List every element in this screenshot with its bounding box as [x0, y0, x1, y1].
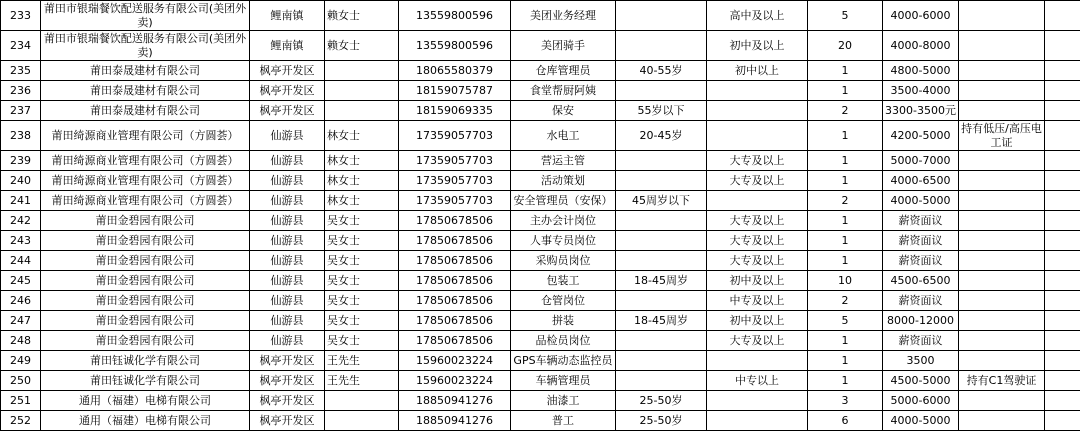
contact-person: 林女士 [325, 151, 399, 171]
work-area: 仙游县 [250, 121, 325, 151]
work-area: 仙游县 [250, 271, 325, 291]
row-number: 238 [1, 121, 41, 151]
remarks [959, 81, 1045, 101]
phone-number: 18850941276 [399, 391, 511, 411]
headcount: 5 [808, 1, 883, 31]
job-position: 美团业务经理 [511, 1, 616, 31]
table-row [1, 331, 1080, 351]
education-requirement [707, 191, 808, 211]
phone-number: 13559800596 [399, 1, 511, 31]
education-requirement [707, 351, 808, 371]
salary: 3500 [883, 351, 959, 371]
remarks [959, 391, 1045, 411]
remarks [959, 331, 1045, 351]
phone-number: 15960023224 [399, 351, 511, 371]
education-requirement [707, 81, 808, 101]
contact-person: 王先生 [325, 351, 399, 371]
work-area: 仙游县 [250, 171, 325, 191]
headcount: 10 [808, 271, 883, 291]
job-position: 人事专员岗位 [511, 231, 616, 251]
company-name: 通用（福建）电梯有限公司 [41, 391, 250, 411]
education-requirement: 大专及以上 [707, 251, 808, 271]
empty-cell [1045, 291, 1080, 311]
remarks [959, 61, 1045, 81]
job-position: 安全管理员（安保） [511, 191, 616, 211]
empty-cell [1045, 191, 1080, 211]
remarks [959, 1, 1045, 31]
company-name: 莆田绮源商业管理有限公司（方圆荟） [41, 171, 250, 191]
table-row [1, 271, 1080, 291]
remarks [959, 351, 1045, 371]
contact-person: 吴女士 [325, 291, 399, 311]
phone-number: 17850678506 [399, 271, 511, 291]
remarks [959, 271, 1045, 291]
table-row [1, 371, 1080, 391]
headcount: 3 [808, 391, 883, 411]
job-position: 活动策划 [511, 171, 616, 191]
job-position: 仓管岗位 [511, 291, 616, 311]
age-requirement: 18-45周岁 [616, 311, 707, 331]
table-row [1, 311, 1080, 331]
row-number: 244 [1, 251, 41, 271]
table-row [1, 211, 1080, 231]
table-row [1, 31, 1080, 61]
salary: 4500-5000 [883, 371, 959, 391]
salary: 薪资面议 [883, 211, 959, 231]
age-requirement [616, 1, 707, 31]
education-requirement: 中专及以上 [707, 291, 808, 311]
age-requirement: 55岁以下 [616, 101, 707, 121]
empty-cell [1045, 311, 1080, 331]
remarks: 持有低压/高压电工证 [959, 121, 1045, 151]
work-area: 枫亭开发区 [250, 351, 325, 371]
job-position: GPS车辆动态监控员 [511, 351, 616, 371]
row-number: 237 [1, 101, 41, 121]
contact-person: 林女士 [325, 121, 399, 151]
table-row [1, 151, 1080, 171]
remarks [959, 151, 1045, 171]
table-row [1, 391, 1080, 411]
education-requirement [707, 101, 808, 121]
work-area: 枫亭开发区 [250, 81, 325, 101]
job-position: 营运主管 [511, 151, 616, 171]
remarks [959, 31, 1045, 61]
age-requirement [616, 291, 707, 311]
phone-number: 17850678506 [399, 311, 511, 331]
job-position: 食堂帮厨阿姨 [511, 81, 616, 101]
headcount: 1 [808, 121, 883, 151]
job-position: 包装工 [511, 271, 616, 291]
row-number: 251 [1, 391, 41, 411]
contact-person: 赖女士 [325, 31, 399, 61]
table-row [1, 231, 1080, 251]
education-requirement [707, 121, 808, 151]
job-position: 品检员岗位 [511, 331, 616, 351]
company-name: 莆田钰诚化学有限公司 [41, 371, 250, 391]
age-requirement [616, 81, 707, 101]
headcount: 2 [808, 191, 883, 211]
salary: 薪资面议 [883, 251, 959, 271]
row-number: 250 [1, 371, 41, 391]
table-row [1, 61, 1080, 81]
row-number: 247 [1, 311, 41, 331]
job-position: 主办会计岗位 [511, 211, 616, 231]
empty-cell [1045, 231, 1080, 251]
phone-number: 15960023224 [399, 371, 511, 391]
age-requirement [616, 171, 707, 191]
salary: 4000-8000 [883, 31, 959, 61]
table-row [1, 121, 1080, 151]
company-name: 莆田泰晟建材有限公司 [41, 61, 250, 81]
work-area: 仙游县 [250, 291, 325, 311]
phone-number: 17359057703 [399, 171, 511, 191]
empty-cell [1045, 61, 1080, 81]
row-number: 234 [1, 31, 41, 61]
salary: 5000-7000 [883, 151, 959, 171]
education-requirement [707, 391, 808, 411]
headcount: 20 [808, 31, 883, 61]
remarks [959, 231, 1045, 251]
row-number: 240 [1, 171, 41, 191]
salary: 4800-5000 [883, 61, 959, 81]
remarks [959, 101, 1045, 121]
contact-person [325, 391, 399, 411]
work-area: 鲤南镇 [250, 1, 325, 31]
remarks [959, 251, 1045, 271]
salary: 薪资面议 [883, 291, 959, 311]
table-row [1, 101, 1080, 121]
headcount: 1 [808, 81, 883, 101]
phone-number: 17359057703 [399, 121, 511, 151]
row-number: 239 [1, 151, 41, 171]
company-name: 莆田金碧园有限公司 [41, 291, 250, 311]
contact-person: 吴女士 [325, 271, 399, 291]
job-position: 采购员岗位 [511, 251, 616, 271]
empty-cell [1045, 151, 1080, 171]
table-row [1, 291, 1080, 311]
education-requirement: 中专以上 [707, 371, 808, 391]
remarks [959, 311, 1045, 331]
work-area: 枫亭开发区 [250, 61, 325, 81]
phone-number: 17850678506 [399, 231, 511, 251]
company-name: 莆田金碧园有限公司 [41, 231, 250, 251]
row-number: 236 [1, 81, 41, 101]
salary: 4200-5000 [883, 121, 959, 151]
headcount: 1 [808, 211, 883, 231]
table-row [1, 1, 1080, 31]
education-requirement: 初中以上 [707, 61, 808, 81]
age-requirement: 25-50岁 [616, 391, 707, 411]
phone-number: 18065580379 [399, 61, 511, 81]
headcount: 2 [808, 101, 883, 121]
contact-person [325, 81, 399, 101]
company-name: 通用（福建）电梯有限公司 [41, 411, 250, 431]
salary: 3500-4000 [883, 81, 959, 101]
work-area: 仙游县 [250, 251, 325, 271]
contact-person: 吴女士 [325, 311, 399, 331]
empty-cell [1045, 351, 1080, 371]
contact-person: 赖女士 [325, 1, 399, 31]
remarks [959, 191, 1045, 211]
age-requirement [616, 31, 707, 61]
row-number: 242 [1, 211, 41, 231]
company-name: 莆田泰晟建材有限公司 [41, 101, 250, 121]
age-requirement [616, 351, 707, 371]
table-row [1, 81, 1080, 101]
job-position: 水电工 [511, 121, 616, 151]
row-number: 248 [1, 331, 41, 351]
job-position: 拼装 [511, 311, 616, 331]
table-row [1, 171, 1080, 191]
work-area: 枫亭开发区 [250, 371, 325, 391]
age-requirement [616, 231, 707, 251]
headcount: 1 [808, 331, 883, 351]
row-number: 233 [1, 1, 41, 31]
age-requirement: 20-45岁 [616, 121, 707, 151]
education-requirement: 大专及以上 [707, 331, 808, 351]
salary: 薪资面议 [883, 331, 959, 351]
headcount: 1 [808, 251, 883, 271]
phone-number: 18850941276 [399, 411, 511, 431]
row-number: 246 [1, 291, 41, 311]
empty-cell [1045, 1, 1080, 31]
headcount: 1 [808, 351, 883, 371]
salary: 3300-3500元 [883, 101, 959, 121]
education-requirement [707, 411, 808, 431]
headcount: 6 [808, 411, 883, 431]
contact-person [325, 411, 399, 431]
empty-cell [1045, 171, 1080, 191]
phone-number: 13559800596 [399, 31, 511, 61]
phone-number: 18159075787 [399, 81, 511, 101]
education-requirement: 大专及以上 [707, 211, 808, 231]
salary: 4500-6500 [883, 271, 959, 291]
work-area: 枫亭开发区 [250, 411, 325, 431]
table-row [1, 251, 1080, 271]
row-number: 235 [1, 61, 41, 81]
salary: 4000-6000 [883, 1, 959, 31]
empty-cell [1045, 31, 1080, 61]
company-name: 莆田绮源商业管理有限公司（方圆荟） [41, 191, 250, 211]
row-number: 245 [1, 271, 41, 291]
work-area: 仙游县 [250, 311, 325, 331]
age-requirement: 45周岁以下 [616, 191, 707, 211]
salary: 5000-6000 [883, 391, 959, 411]
remarks [959, 211, 1045, 231]
remarks: 持有C1驾驶证 [959, 371, 1045, 391]
company-name: 莆田绮源商业管理有限公司（方圆荟） [41, 121, 250, 151]
empty-cell [1045, 391, 1080, 411]
work-area: 鲤南镇 [250, 31, 325, 61]
education-requirement: 高中及以上 [707, 1, 808, 31]
age-requirement [616, 251, 707, 271]
job-position: 车辆管理员 [511, 371, 616, 391]
age-requirement: 18-45周岁 [616, 271, 707, 291]
work-area: 枫亭开发区 [250, 101, 325, 121]
salary: 4000-5000 [883, 411, 959, 431]
table-row [1, 411, 1080, 431]
table-row [1, 351, 1080, 371]
contact-person [325, 61, 399, 81]
contact-person: 吴女士 [325, 231, 399, 251]
contact-person [325, 101, 399, 121]
headcount: 1 [808, 171, 883, 191]
work-area: 仙游县 [250, 191, 325, 211]
company-name: 莆田市银瑞餐饮配送服务有限公司(美团外卖) [41, 1, 250, 31]
remarks [959, 171, 1045, 191]
job-position: 油漆工 [511, 391, 616, 411]
education-requirement: 初中及以上 [707, 311, 808, 331]
age-requirement [616, 211, 707, 231]
empty-cell [1045, 211, 1080, 231]
phone-number: 17359057703 [399, 191, 511, 211]
empty-cell [1045, 331, 1080, 351]
company-name: 莆田金碧园有限公司 [41, 311, 250, 331]
contact-person: 林女士 [325, 171, 399, 191]
contact-person: 王先生 [325, 371, 399, 391]
headcount: 1 [808, 61, 883, 81]
contact-person: 林女士 [325, 191, 399, 211]
contact-person: 吴女士 [325, 251, 399, 271]
contact-person: 吴女士 [325, 331, 399, 351]
salary: 8000-12000 [883, 311, 959, 331]
salary: 薪资面议 [883, 231, 959, 251]
age-requirement: 25-50岁 [616, 411, 707, 431]
work-area: 仙游县 [250, 151, 325, 171]
remarks [959, 291, 1045, 311]
row-number: 252 [1, 411, 41, 431]
headcount: 2 [808, 291, 883, 311]
empty-cell [1045, 371, 1080, 391]
table-row [1, 191, 1080, 211]
company-name: 莆田金碧园有限公司 [41, 211, 250, 231]
work-area: 仙游县 [250, 231, 325, 251]
empty-cell [1045, 81, 1080, 101]
salary: 4000-5000 [883, 191, 959, 211]
job-position: 保安 [511, 101, 616, 121]
phone-number: 17850678506 [399, 211, 511, 231]
age-requirement: 40-55岁 [616, 61, 707, 81]
age-requirement [616, 331, 707, 351]
education-requirement: 大专及以上 [707, 151, 808, 171]
company-name: 莆田金碧园有限公司 [41, 251, 250, 271]
job-position: 美团骑手 [511, 31, 616, 61]
phone-number: 17359057703 [399, 151, 511, 171]
education-requirement: 大专及以上 [707, 171, 808, 191]
work-area: 仙游县 [250, 331, 325, 351]
empty-cell [1045, 121, 1080, 151]
row-number: 249 [1, 351, 41, 371]
company-name: 莆田金碧园有限公司 [41, 271, 250, 291]
education-requirement: 初中及以上 [707, 271, 808, 291]
phone-number: 17850678506 [399, 291, 511, 311]
headcount: 1 [808, 231, 883, 251]
contact-person: 吴女士 [325, 211, 399, 231]
phone-number: 17850678506 [399, 331, 511, 351]
phone-number: 18159069335 [399, 101, 511, 121]
company-name: 莆田绮源商业管理有限公司（方圆荟） [41, 151, 250, 171]
work-area: 枫亭开发区 [250, 391, 325, 411]
empty-cell [1045, 101, 1080, 121]
company-name: 莆田市银瑞餐饮配送服务有限公司(美团外卖) [41, 31, 250, 61]
phone-number: 17850678506 [399, 251, 511, 271]
remarks [959, 411, 1045, 431]
empty-cell [1045, 271, 1080, 291]
headcount: 5 [808, 311, 883, 331]
work-area: 仙游县 [250, 211, 325, 231]
row-number: 241 [1, 191, 41, 211]
company-name: 莆田金碧园有限公司 [41, 331, 250, 351]
job-position: 普工 [511, 411, 616, 431]
empty-cell [1045, 251, 1080, 271]
company-name: 莆田泰晟建材有限公司 [41, 81, 250, 101]
education-requirement: 大专及以上 [707, 231, 808, 251]
salary: 4000-6500 [883, 171, 959, 191]
age-requirement [616, 371, 707, 391]
row-number: 243 [1, 231, 41, 251]
headcount: 1 [808, 151, 883, 171]
empty-cell [1045, 411, 1080, 431]
age-requirement [616, 151, 707, 171]
education-requirement: 初中及以上 [707, 31, 808, 61]
company-name: 莆田钰诚化学有限公司 [41, 351, 250, 371]
job-position: 仓库管理员 [511, 61, 616, 81]
headcount: 1 [808, 371, 883, 391]
